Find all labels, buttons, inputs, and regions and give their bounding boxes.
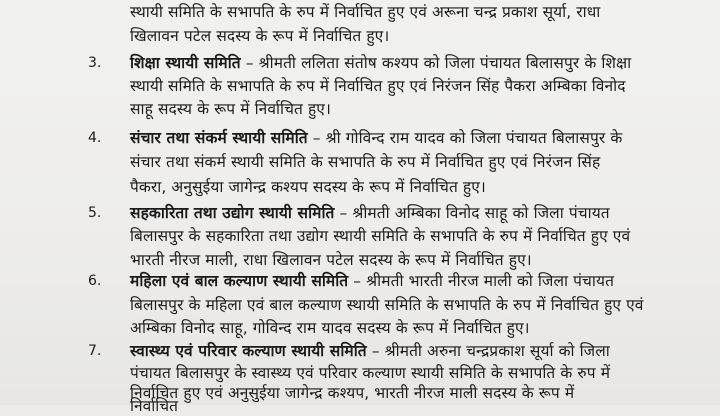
item-3-line-1-text: – श्रीमती ललिता संतोष कश्यप को जिला पंचायत बिलासपुर के शिक्षा — [240, 54, 632, 72]
item-5-line-2: बिलासपुर के सहकारिता तथा उद्योग स्थायी समिति के सभापति के रुप में निर्वाचित हुए एवं — [130, 227, 631, 245]
item-7-line-2: पंचायत बिलासपुर के स्वास्थ्य एवं परिवार कल्याण स्थायी समिति के सभापति के रुप में — [130, 364, 611, 382]
item-4-heading: संचार तथा संकर्म स्थायी समिति — [130, 129, 308, 147]
item-3-line-3: साहू सदस्य के रूप में निर्वाचित हुए। — [130, 100, 331, 118]
item-6-line-2: बिलासपुर के महिला एवं बाल कल्याण स्थायी समिति के सभापति के रुप में निर्वाचित हुए एवं — [130, 296, 644, 314]
item-3-line-2: स्थायी समिति के सभापति के रुप में निर्वाचित हुए एवं निरंजन सिंह पैकरा अम्बिका विनोद — [130, 77, 626, 95]
item-4-line-1-text: – श्री गोविन्द राम यादव को जिला पंचायत बिलासपुर के — [307, 129, 623, 147]
item-5-line-3: भारती नीरज माली, राधा खिलावन पटेल सदस्य के रूप में निर्वाचित हुए। — [130, 251, 532, 269]
intro-line-1: स्थायी समिति के सभापति के रुप में निर्वाचित हुए एवं अरूना चन्द्र प्रकाश सूर्या, राधा — [130, 3, 601, 21]
item-number-4: 4. — [88, 130, 102, 146]
item-5-line-1 — [130, 203, 690, 223]
item-number-3: 3. — [88, 55, 102, 71]
intro-line-2: खिलावन पटेल सदस्य के रूप में निर्वाचित हुए। — [130, 27, 390, 45]
item-6-line-1-text: – श्रीमती भारती नीरज माली को जिला पंचायत — [348, 272, 615, 290]
item-number-5: 5. — [88, 205, 102, 221]
item-7-line-1 — [130, 341, 690, 361]
item-4-line-3: पैकरा, अनुसुईया जागेन्द्र कश्यप सदस्य के रूप में निर्वाचित हुए। — [130, 178, 486, 196]
item-6-line-1 — [130, 271, 690, 291]
item-number-6: 6. — [88, 273, 102, 289]
item-7-line-3: निर्वाचित हुए एवं अनुसुईया जागेन्द्र कश्यप, भारती नीरज माली सदस्य के रूप में — [130, 384, 575, 402]
item-3-heading: शिक्षा स्थायी समिति — [130, 54, 241, 72]
item-number-7: 7. — [88, 343, 102, 359]
item-5-heading: सहकारिता तथा उद्योग स्थायी समिति — [130, 204, 335, 222]
item-6-line-3: अम्बिका विनोद साहू, गोविन्द राम यादव सदस्य के रूप में निर्वाचित हुए। — [130, 319, 530, 337]
item-4-line-1 — [130, 128, 690, 148]
item-7-line-1-text: – श्रीमती अरुना चन्द्रप्रकाश सूर्या को जिला — [366, 342, 610, 360]
item-4-line-2: संचार तथा संकर्म स्थायी समिति के सभापति के रुप में निर्वाचित हुए एवं निरंजन सिंह — [130, 153, 601, 171]
item-7-line-4-cut: निर्वाचित — [130, 397, 178, 415]
item-3-line-1 — [130, 53, 690, 73]
item-6-heading: महिला एवं बाल कल्याण स्थायी समिति — [130, 272, 349, 290]
item-7-heading: स्वास्थ्य एवं परिवार कल्याण स्थायी समिति — [130, 342, 367, 360]
item-5-line-1-text: – श्रीमती अम्बिका विनोद साहू को जिला पंचायत — [334, 204, 610, 222]
